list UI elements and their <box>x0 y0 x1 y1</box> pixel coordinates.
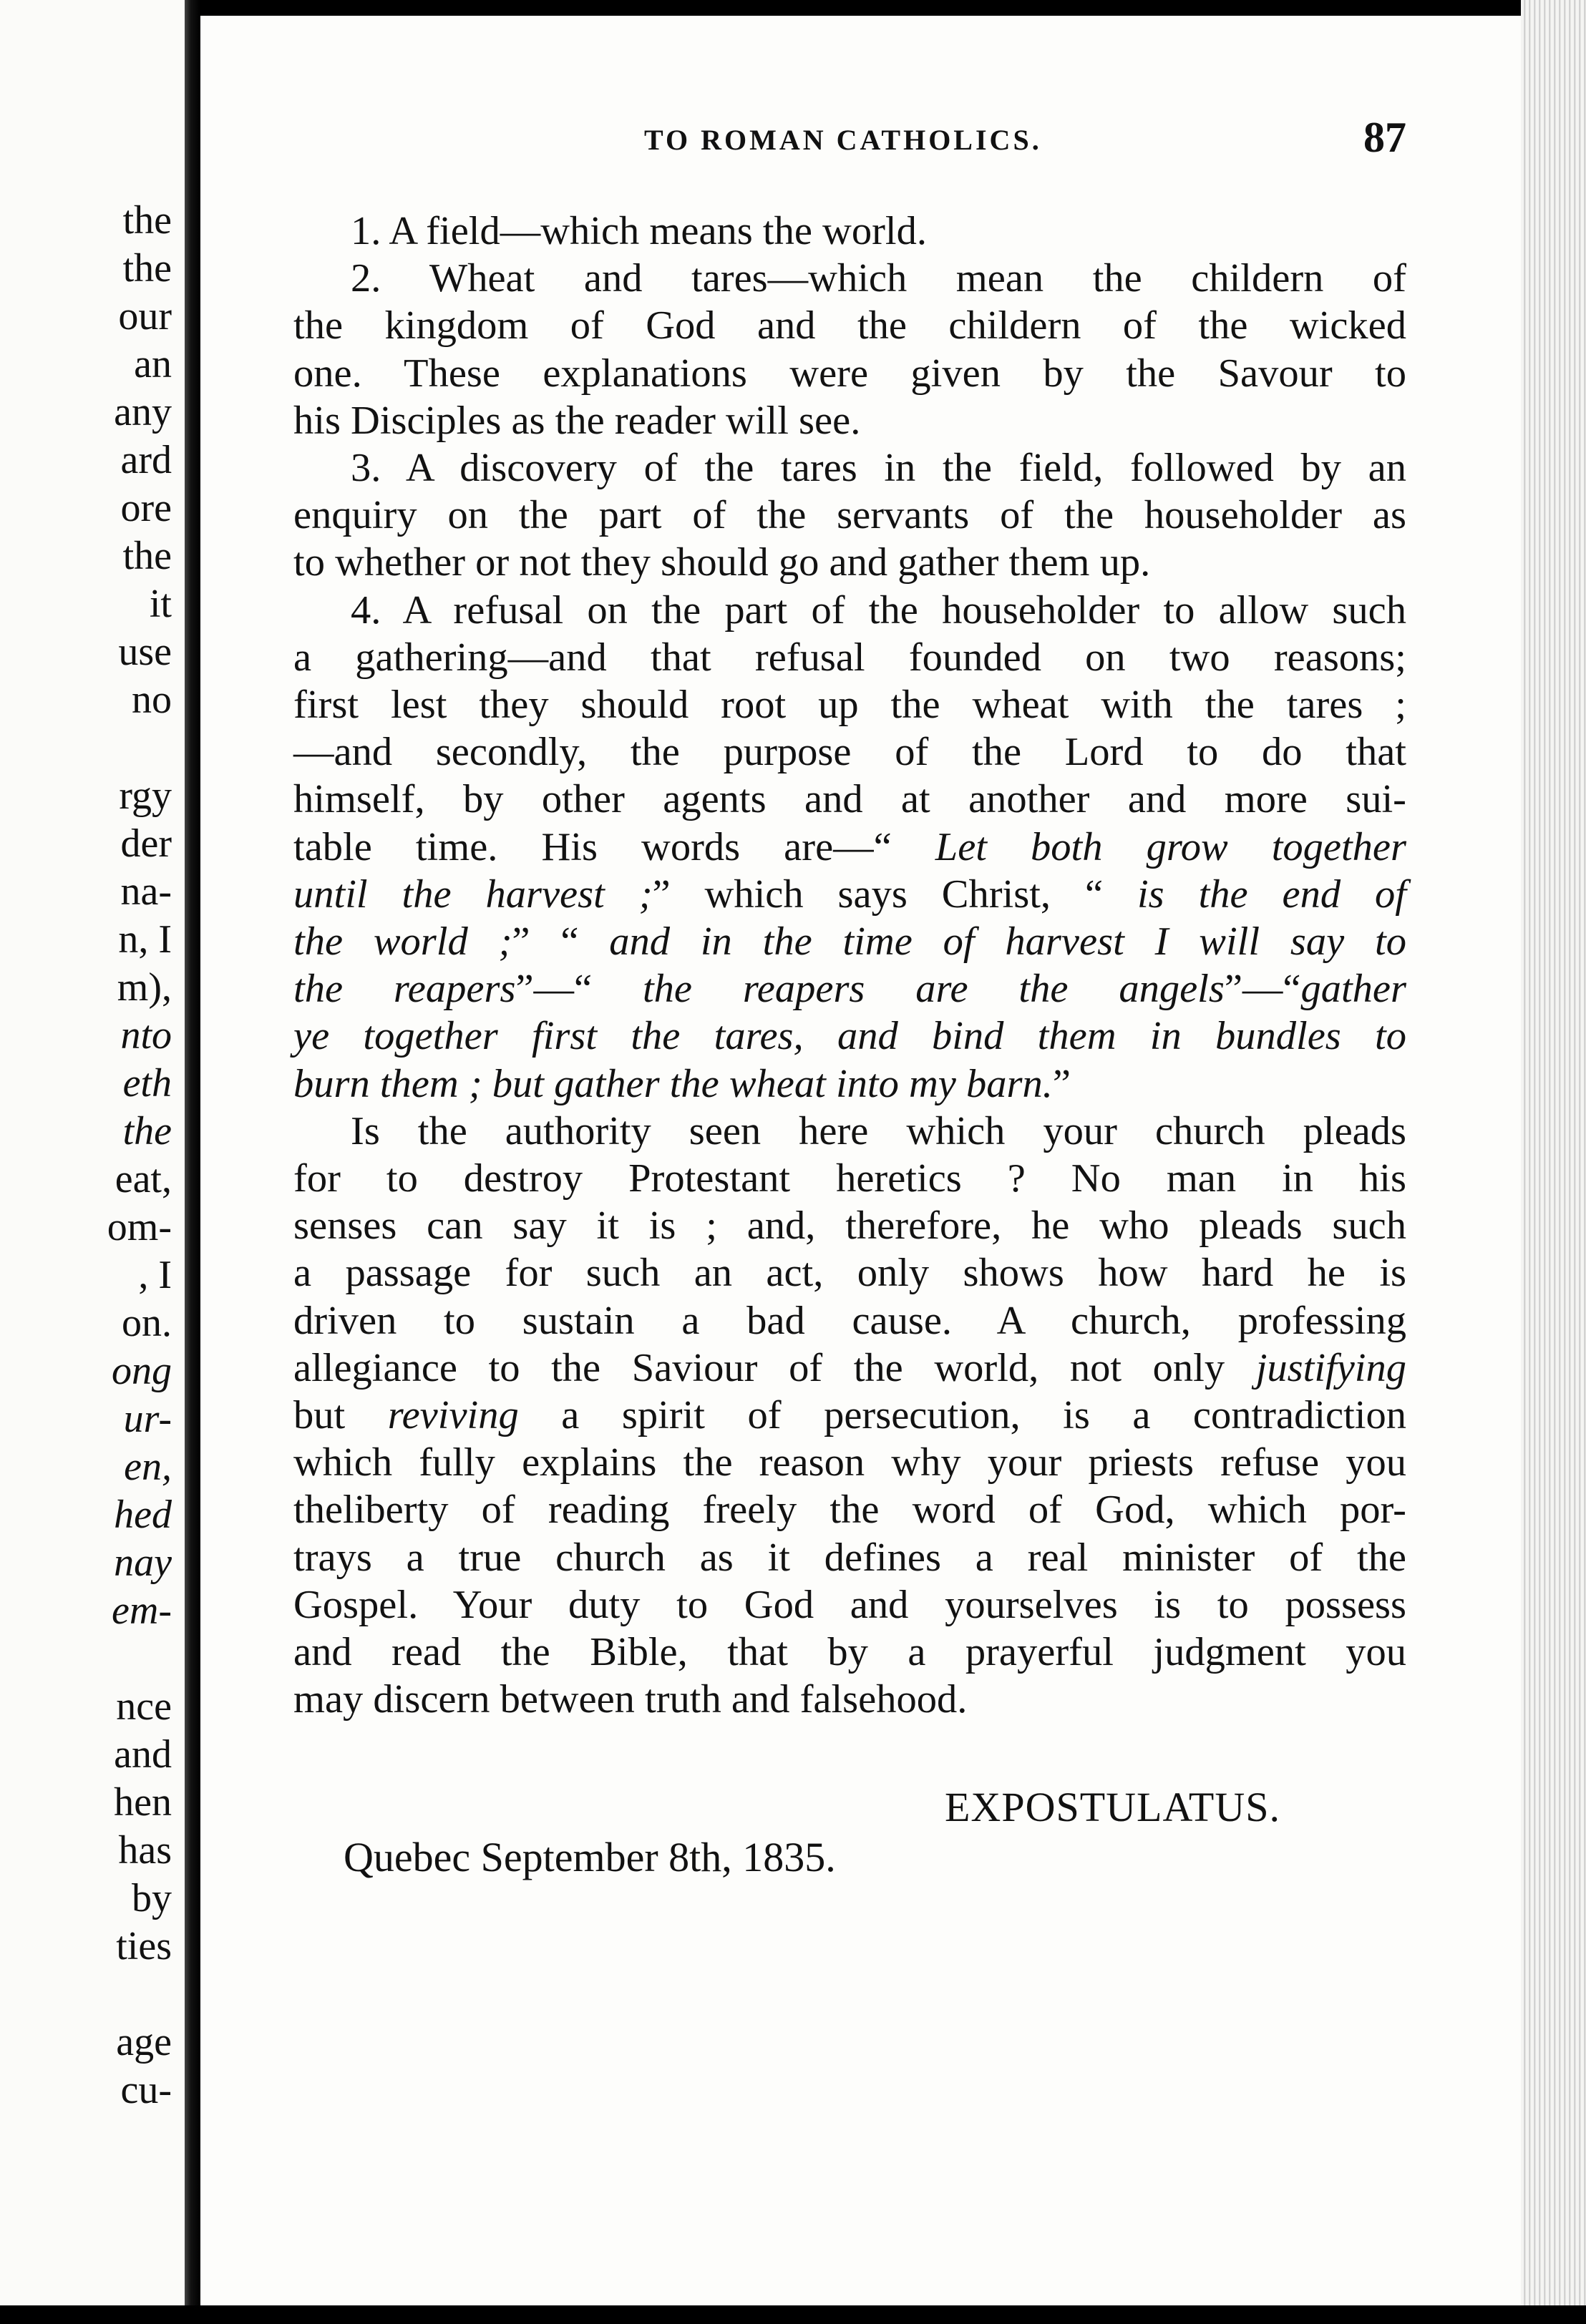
text-line: —and secondly, the purpose of the Lord to do that <box>293 730 1406 775</box>
page-87 <box>200 16 1521 2305</box>
left-page-fragment: our <box>118 294 172 338</box>
text-line <box>293 1344 1406 1392</box>
text-span: ” which says Christ, “ <box>652 872 1137 917</box>
left-page-fragment: has <box>118 1828 172 1873</box>
text-line <box>293 1392 1406 1439</box>
left-page-fragment: the <box>122 198 172 243</box>
text-line: a gathering—and that refusal founded on two reasons; <box>293 635 1406 680</box>
text-line <box>293 1012 1406 1060</box>
left-page-fragment: eth <box>122 1061 172 1105</box>
left-page-fragment: an <box>134 342 172 386</box>
italic-span: burn them ; but gather the wheat into my barn. <box>293 1061 1053 1106</box>
text-line <box>293 918 1406 965</box>
text-line: Gospel. Your duty to God and yourselves is to possess <box>293 1582 1406 1627</box>
text-span: a spirit of persecution, is a contradiction <box>518 1393 1406 1437</box>
text-line: first lest they should root up the wheat with the tares ; <box>293 683 1406 727</box>
text-span: ”—“ <box>1224 967 1301 1012</box>
left-page-fragment: it <box>149 582 172 626</box>
text-span: ” “ <box>512 919 610 964</box>
text-line <box>293 824 1406 871</box>
text-line <box>293 1060 1406 1108</box>
italic-span: justifying <box>1255 1345 1406 1390</box>
left-page-fragment: by <box>132 1876 172 1920</box>
left-page-fragment: nto <box>120 1013 172 1058</box>
text-line: 4. A refusal on the part of the householder to allow such <box>351 587 1406 633</box>
text-line: a passage for such an act, only shows how hard he is <box>293 1251 1406 1296</box>
left-page-fragment: nay <box>114 1541 172 1585</box>
dateline: Quebec September 8th, 1835. <box>344 1834 836 1880</box>
left-page-fragment: cu- <box>120 2068 172 2112</box>
scan-border-top <box>0 0 1586 16</box>
text-line: which fully explains the reason why your priests refuse you <box>293 1440 1406 1485</box>
left-page-fragment: om- <box>107 1205 172 1249</box>
left-page-fragment: hed <box>114 1493 172 1537</box>
left-page-fragment: on. <box>122 1301 172 1345</box>
left-page-fragment: n, I <box>118 917 172 962</box>
italic-span: the reapers <box>293 967 516 1012</box>
italic-span: and in the time of harvest I will say to <box>609 919 1406 964</box>
left-page-fragment: any <box>114 390 172 434</box>
page-number: 87 <box>1363 114 1406 161</box>
text-line: enquiry on the part of the servants of the householder as <box>293 493 1406 538</box>
left-page-fragment: and <box>114 1732 172 1777</box>
text-line: 3. A discovery of the tares in the field, followed by an <box>351 446 1406 490</box>
left-page-fragment: the <box>122 246 172 290</box>
italic-span: reviving <box>387 1393 519 1437</box>
signature: EXPOSTULATUS. <box>945 1784 1280 1830</box>
italic-span: is the end of <box>1137 872 1406 917</box>
text-span: table time. His words are—“ <box>293 824 935 869</box>
left-page-fragment: hen <box>114 1780 172 1825</box>
text-line <box>293 871 1406 918</box>
left-page-fragment: na- <box>120 869 172 914</box>
left-page-fragment: eat, <box>115 1157 172 1201</box>
text-line: for to destroy Protestant heretics ? No man in his <box>293 1156 1406 1201</box>
text-line: the kingdom of God and the childern of the wicked <box>293 303 1406 348</box>
book-gutter <box>185 0 200 2324</box>
text-line: may discern between truth and falsehood. <box>293 1677 968 1722</box>
left-page-fragment: en, <box>124 1445 172 1489</box>
left-page-fragment: no <box>132 678 172 722</box>
left-page-fragment: ties <box>116 1924 172 1968</box>
text-line <box>293 965 1406 1012</box>
text-line: himself, by other agents and at another and more sui- <box>293 777 1406 822</box>
facing-page-left <box>0 0 185 2324</box>
left-page-fragment: ong <box>112 1349 172 1393</box>
left-page-fragment: , I <box>138 1253 172 1297</box>
text-line: senses can say it is ; and, therefore, he who pleads such <box>293 1204 1406 1249</box>
running-head: TO ROMAN CATHOLICS. <box>644 124 1042 156</box>
text-line: 2. Wheat and tares—which mean the childern of <box>351 256 1406 301</box>
page-edges-right <box>1521 0 1586 2324</box>
text-line: trays a true church as it defines a real minister of the <box>293 1535 1406 1580</box>
left-page-fragment: use <box>118 630 172 674</box>
italic-span: Let both grow together <box>935 824 1406 869</box>
left-page-fragment: m), <box>117 965 172 1010</box>
left-page-fragment: der <box>120 821 172 866</box>
left-page-fragment: the <box>122 534 172 578</box>
left-page-fragment: em- <box>112 1588 172 1633</box>
left-page-fragment: ard <box>120 438 172 482</box>
text-span: ”—“ <box>515 967 643 1012</box>
italic-span: the world ; <box>293 919 512 964</box>
left-page-fragment: nce <box>116 1684 172 1729</box>
scan-border-bottom <box>0 2305 1586 2324</box>
text-line: driven to sustain a bad cause. A church, professing <box>293 1298 1406 1343</box>
text-line: theliberty of reading freely the word of God, which por- <box>293 1488 1406 1533</box>
text-span: allegiance to the Saviour of the world, not only <box>293 1345 1256 1390</box>
left-page-fragment: ore <box>120 486 172 530</box>
italic-span: the reapers are the angels <box>642 967 1225 1012</box>
text-span: but <box>293 1393 388 1437</box>
left-page-fragment: rgy <box>119 773 172 818</box>
italic-span: ye together first the tares, and bind them in bundles to <box>293 1014 1406 1059</box>
text-line: his Disciples as the reader will see. <box>293 398 861 443</box>
text-line: and read the Bible, that by a prayerful judgment you <box>293 1630 1406 1674</box>
text-span: ” <box>1052 1061 1071 1106</box>
italic-span: gather <box>1300 967 1406 1012</box>
left-page-fragment: ur- <box>123 1397 172 1441</box>
text-line: one. These explanations were given by the Savour to <box>293 351 1406 396</box>
left-page-fragment: age <box>116 2020 172 2064</box>
italic-span: until the harvest ; <box>293 872 653 917</box>
text-line: 1. A field—which means the world. <box>351 209 927 253</box>
left-page-fragment: the <box>122 1109 172 1153</box>
text-line: Is the authority seen here which your church pleads <box>351 1108 1406 1153</box>
text-line: to whether or not they should go and gather them up. <box>293 540 1151 585</box>
